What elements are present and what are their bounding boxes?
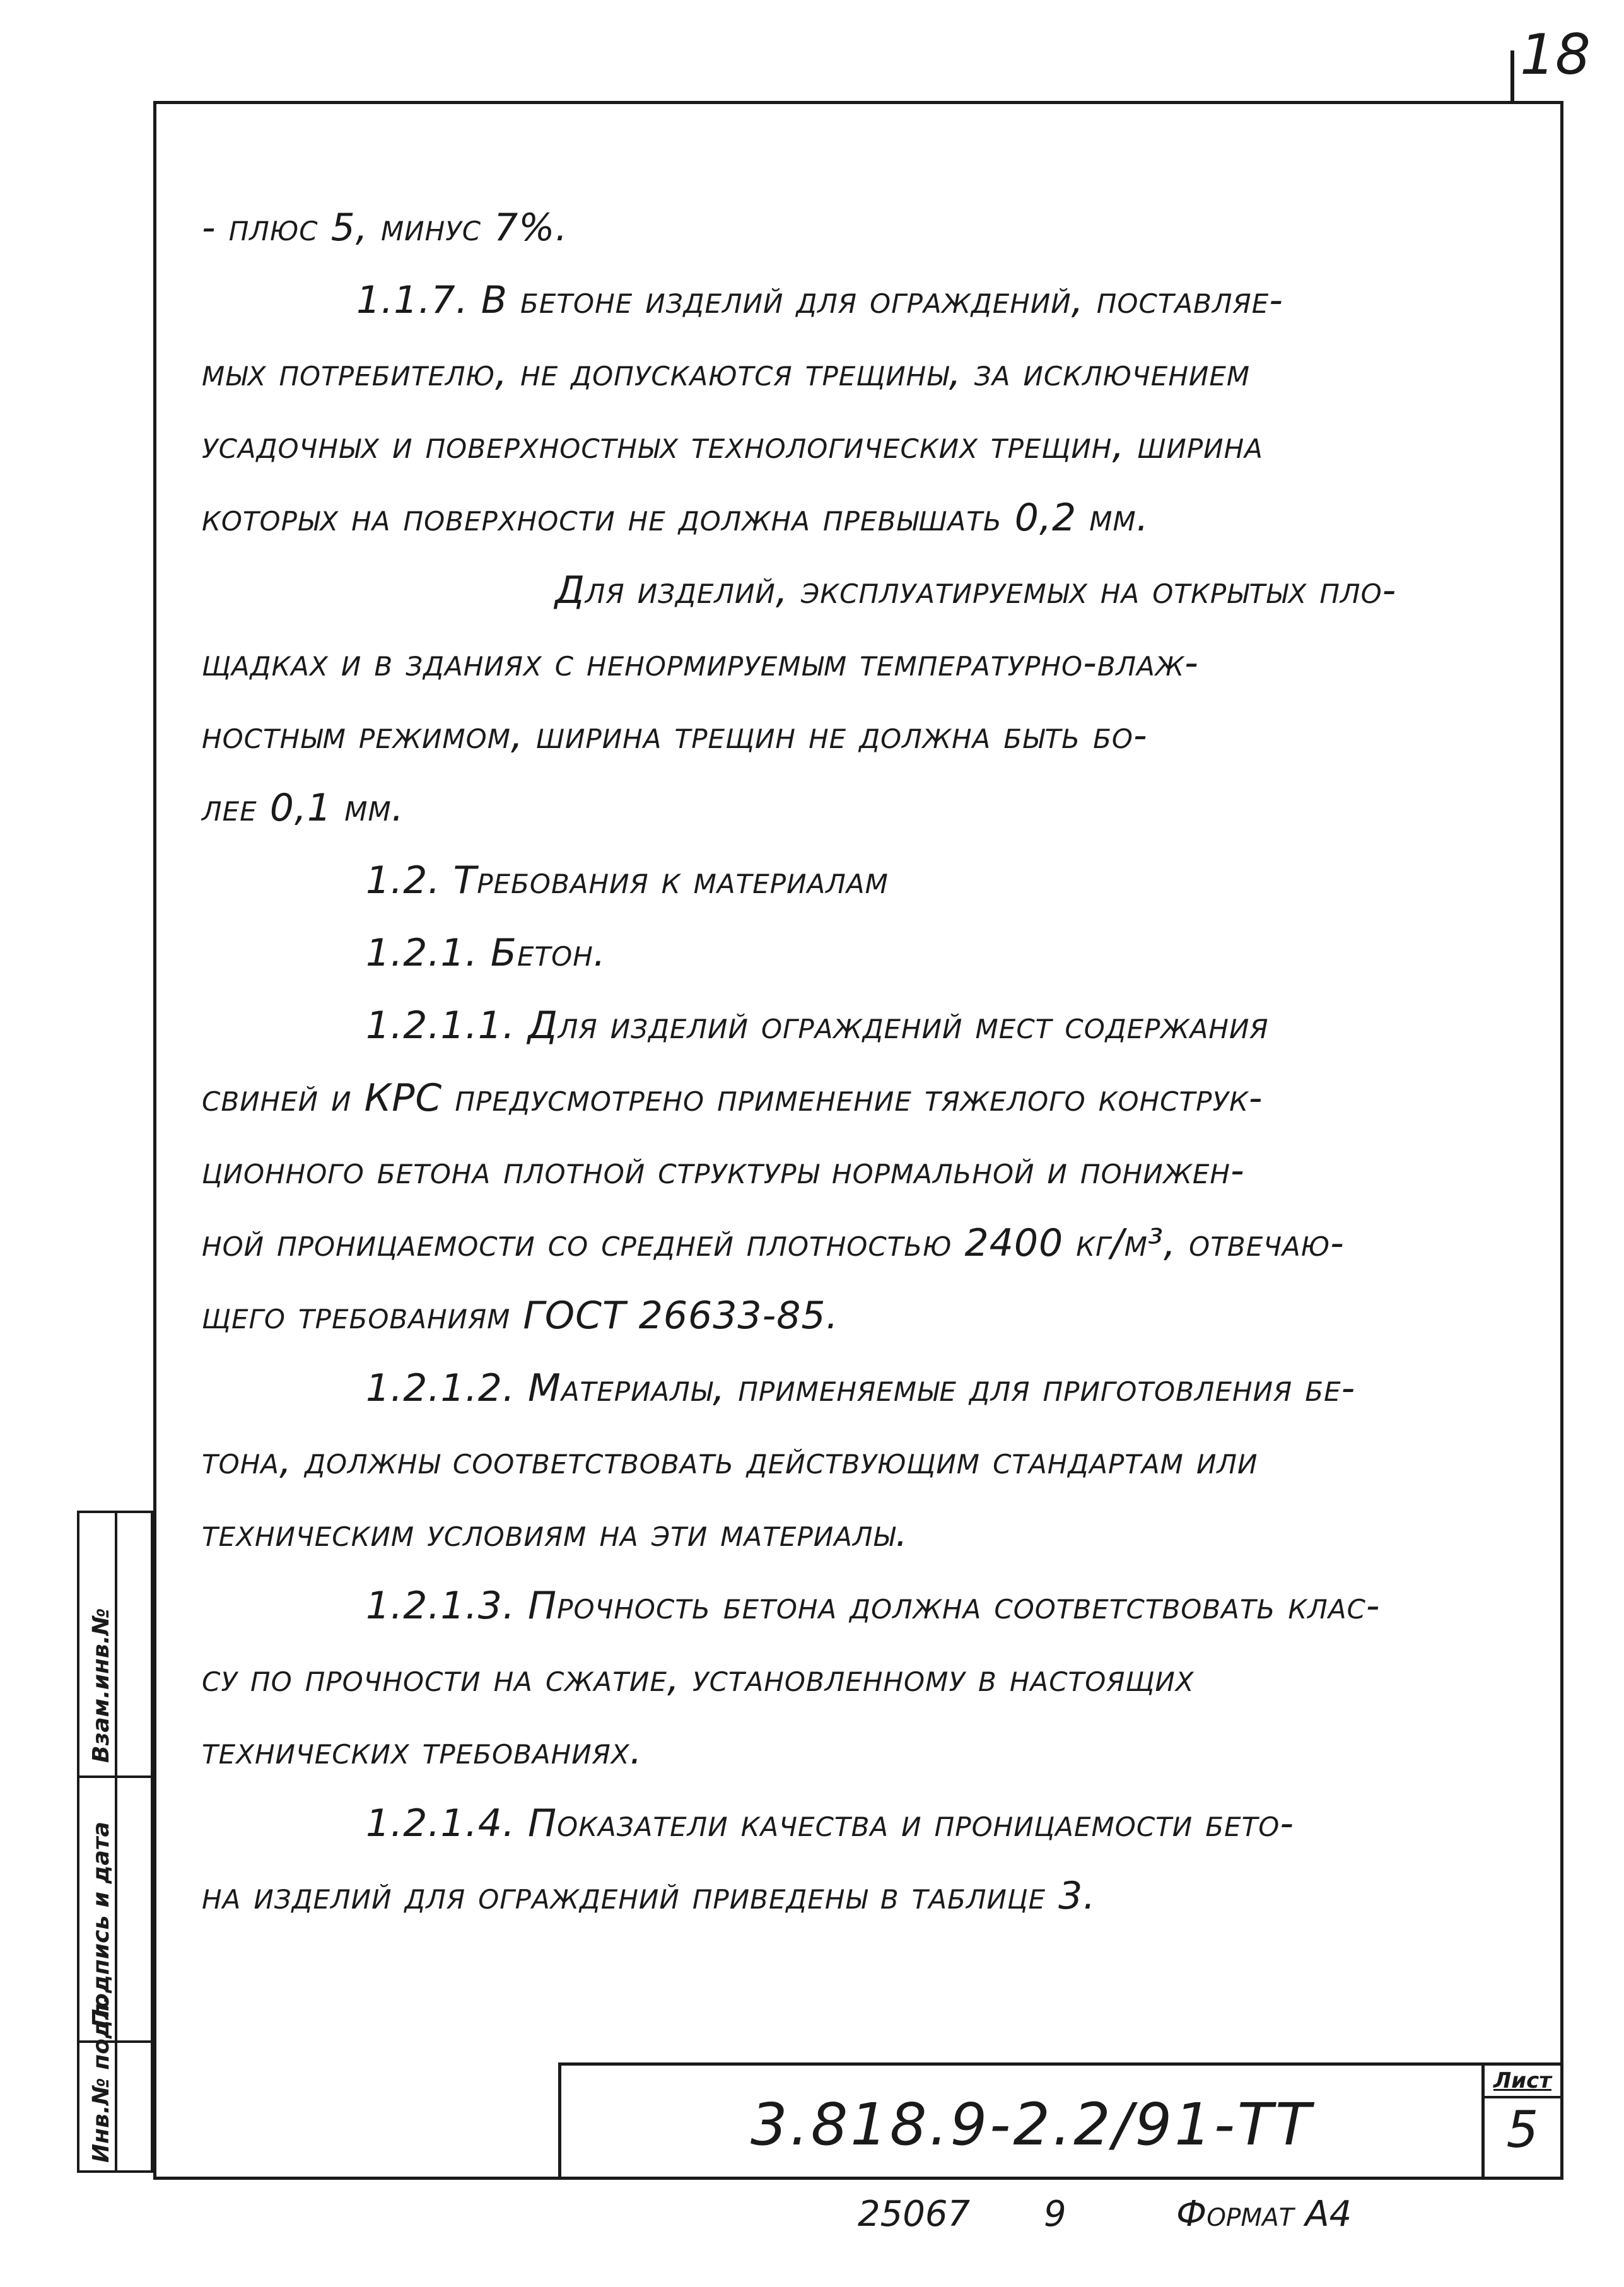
page-number-top: 18: [1520, 22, 1591, 87]
body-line: технических требованиях.: [202, 1729, 643, 1773]
document-code: 3.818.9-2.2/91-ТТ: [751, 2091, 1314, 2158]
top-corner-bar: [1510, 50, 1514, 101]
body-line: 1.2.1.2. Материалы, применяемые для приготовления бе-: [366, 1366, 1356, 1410]
binding-strip: [77, 1511, 153, 2173]
sheet-box: [1481, 2066, 1560, 2180]
body-line: техническим условиям на эти материалы.: [202, 1511, 908, 1555]
body-line: усадочных и поверхностных технологических трещин, ширина: [202, 423, 1263, 467]
strip-label-vzam-inv: Взам.инв.№: [88, 1608, 114, 1763]
body-line: 1.1.7. В бетоне изделий для ограждений, поставляе-: [356, 278, 1283, 322]
body-line: ной проницаемости со средней плотностью 2400 кг/м³, отвечаю-: [202, 1221, 1345, 1265]
body-line: мых потребителю, не допускаются трещины, за исключением: [202, 351, 1251, 395]
body-line: Для изделий, эксплуатируемых на открытых пло-: [555, 568, 1397, 612]
body-line: свиней и КРС предусмотрено применение тяжелого конструк-: [202, 1076, 1263, 1120]
strip-divider: [115, 1513, 117, 2170]
body-line: 1.2.1.1. Для изделий ограждений мест содержания: [366, 1003, 1269, 1048]
body-line: 1.2.1.3. Прочность бетона должна соответствовать клас-: [366, 1584, 1381, 1628]
body-line: на изделий для ограждений приведены в таблице 3.: [202, 1874, 1096, 1918]
body-line: лее 0,1 мм.: [202, 786, 404, 830]
body-line: 1.2. Требования к материалам: [366, 858, 889, 903]
footer-format: Формат А4: [1176, 2194, 1352, 2235]
body-line: которых на поверхности не должна превышать 0,2 мм.: [202, 496, 1149, 540]
sheet-label: Лист: [1485, 2066, 1560, 2098]
footer-copy: 9: [1044, 2194, 1066, 2235]
strip-label-inv-podl: Инв.№ подл.: [88, 1994, 114, 2163]
body-line: су по прочности на сжатие, установленному в настоящих: [202, 1656, 1195, 1700]
body-line: ционного бетона плотной структуры нормальной и понижен-: [202, 1149, 1245, 1193]
footer-number: 25067: [858, 2194, 971, 2235]
body-line: щего требованиям ГОСТ 26633-85.: [202, 1294, 839, 1338]
body-line: - плюс 5, минус 7%.: [202, 206, 568, 250]
body-line: ностным режимом, ширина трещин не должна быть бо-: [202, 713, 1148, 757]
title-block: [558, 2062, 1563, 2180]
document-body: [202, 208, 1533, 1949]
sheet-number: 5: [1506, 2100, 1539, 2159]
body-line: 1.2.1.4. Показатели качества и проницаемости бето-: [366, 1801, 1294, 1845]
strip-label-podpis-data: Подпись и дата: [88, 1822, 114, 2028]
body-line: 1.2.1. Бетон.: [366, 931, 606, 975]
body-line: щадках и в зданиях с ненормируемым температурно-влаж-: [202, 641, 1199, 685]
body-line: тона, должны соответствовать действующим стандартам или: [202, 1439, 1258, 1483]
